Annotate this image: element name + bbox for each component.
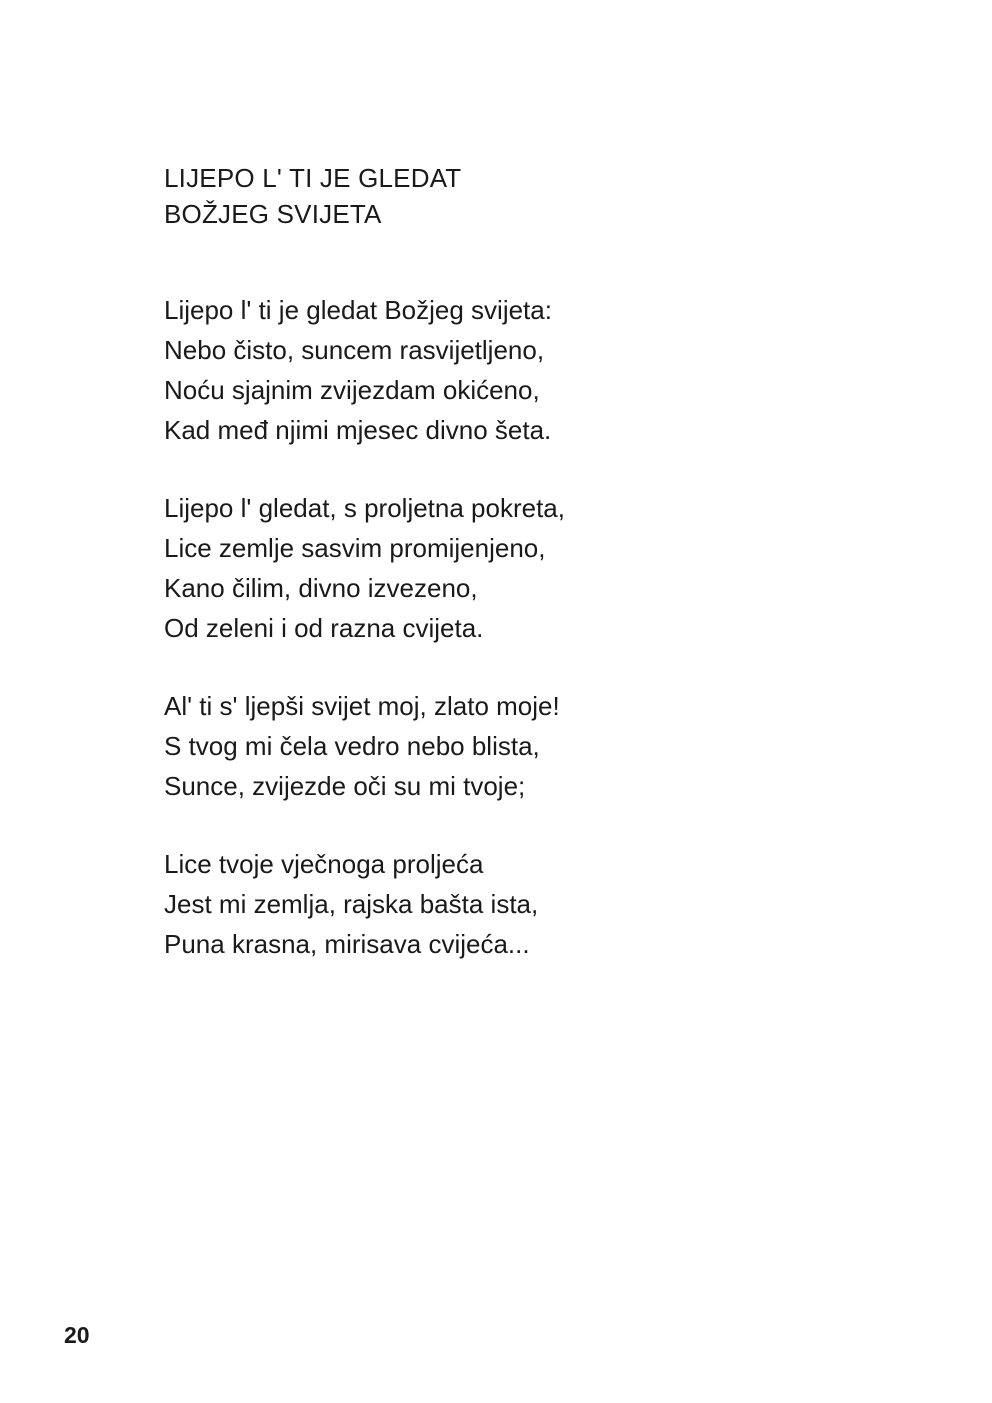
stanza-1 (164, 290, 864, 450)
verse-line: Lice zemlje sasvim promijenjeno, (164, 533, 546, 563)
verse-line: Od zeleni i od razna cvijeta. (164, 613, 484, 643)
verse-line: Noću sjajnim zvijezdam okićeno, (164, 375, 540, 405)
verse-line: Sunce, zvijezde oči su mi tvoje; (164, 771, 526, 801)
stanza-2 (164, 488, 864, 648)
verse-line: S tvog mi čela vedro nebo blista, (164, 731, 540, 761)
verse-line: Jest mi zemlja, rajska bašta ista, (164, 889, 539, 919)
verse-line: Al' ti s' ljepši svijet moj, zlato moje! (164, 691, 560, 721)
poem-title (164, 160, 864, 232)
stanza-4 (164, 844, 864, 964)
poem-title-line: BOŽJEG SVIJETA (164, 199, 382, 229)
verse-line: Puna krasna, mirisava cvijeća... (164, 929, 530, 959)
verse-line: Nebo čisto, suncem rasvijetljeno, (164, 335, 545, 365)
stanza-3 (164, 686, 864, 806)
verse-line: Lijepo l' ti je gledat Božjeg svijeta: (164, 295, 552, 325)
verse-line: Kad međ njimi mjesec divno šeta. (164, 415, 552, 445)
page-number: 20 (64, 1322, 90, 1348)
verse-line: Kano čilim, divno izvezeno, (164, 573, 478, 603)
verse-line: Lijepo l' gledat, s proljetna pokreta, (164, 493, 565, 523)
poem (164, 160, 864, 1002)
verse-line: Lice tvoje vječnoga proljeća (164, 849, 484, 879)
poem-title-line: LIJEPO L' TI JE GLEDAT (164, 163, 462, 193)
